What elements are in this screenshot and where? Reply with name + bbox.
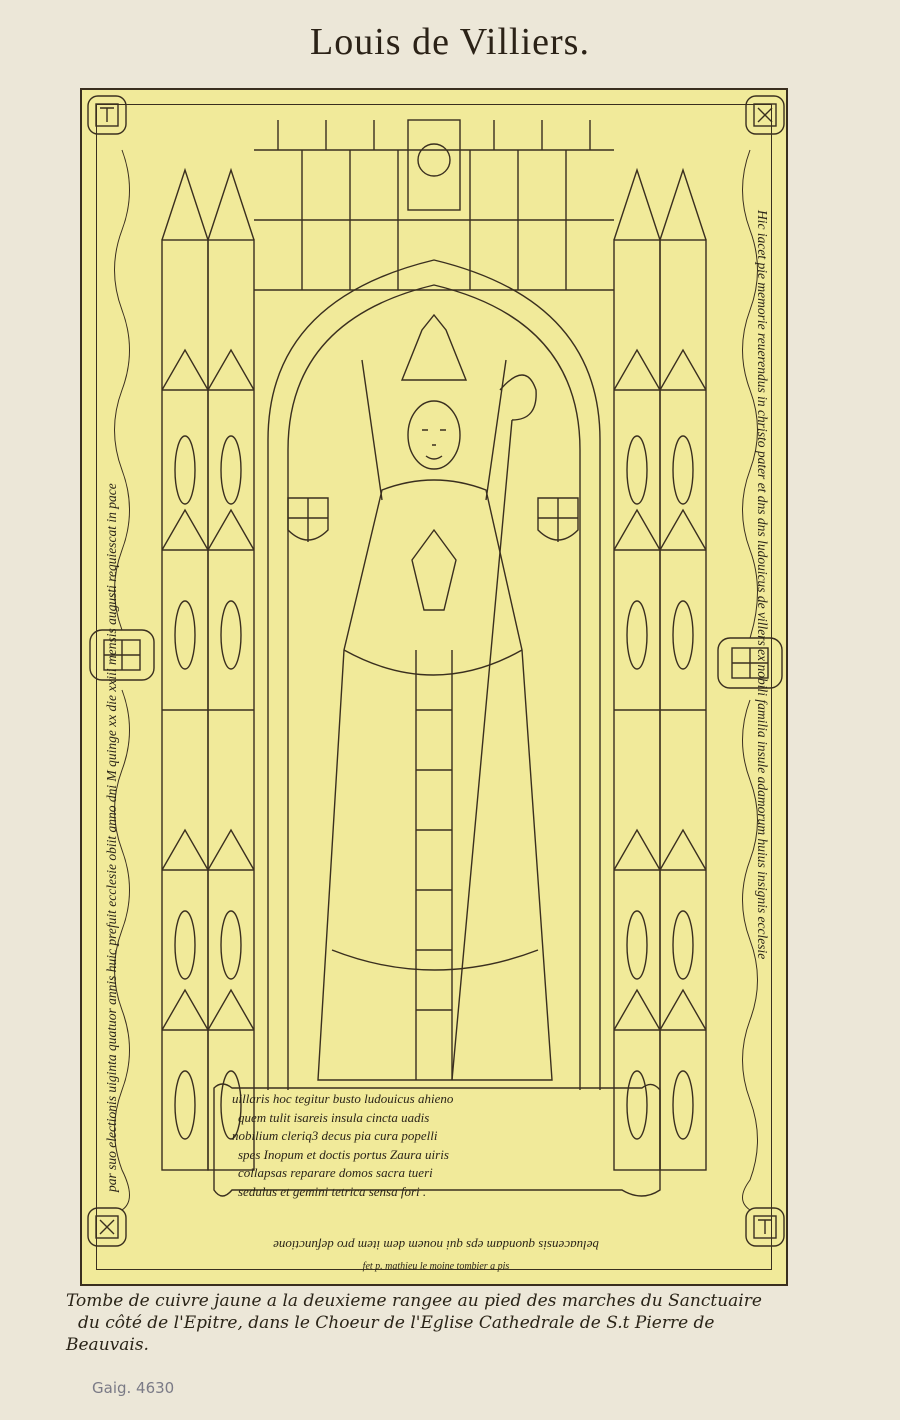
scroll-line: sedulus et gemini tetrica sensa fori . — [238, 1183, 427, 1199]
corner-medallion-top-left — [88, 96, 126, 134]
corner-medallion-bottom-right — [746, 1208, 784, 1246]
right-canopy-columns — [614, 170, 706, 1170]
border-inscription-bottom: beluacensis quondam eps qui nouem dem item pro defunctione — [273, 1238, 599, 1253]
side-medallion-right — [718, 638, 782, 688]
shelfmark: Gaig. 4630 — [92, 1379, 175, 1397]
page-title: Louis de Villiers. — [310, 21, 590, 63]
border-inscription-left: par suo electionis uiginta quatuor annis huic prefuit ecclesie obiit anno dni M quinge xx die xxiii mensis augusti requiescat in pace — [104, 483, 119, 1192]
side-medallion-left — [90, 630, 154, 680]
corner-medallion-bottom-left — [88, 1208, 126, 1246]
caption — [66, 1290, 866, 1356]
border-inscription-right: Hic iacet pie memorie reuerendus in christo pater et dns dns ludouicus de villers ex nobili familia insule adamorum huius insignis ecclesie — [755, 210, 770, 960]
caption-line: Beauvais. — [66, 1335, 149, 1355]
scroll-line: spes Inopum et doctis portus Zaura uiris — [238, 1146, 449, 1162]
bishop-figure — [318, 315, 552, 1080]
scroll-line: uillaris hoc tegitur busto ludouicus ahieno — [232, 1091, 454, 1106]
scroll-inscription — [232, 1090, 482, 1201]
scroll-line: collapsas reparare domos sacra tueri — [238, 1165, 433, 1180]
vine-border — [115, 150, 758, 1210]
scroll-line: quem tulit isareis insula cincta uadis — [238, 1109, 430, 1125]
scroll-line: nobilium cleriq3 decus pia cura popelli — [232, 1128, 438, 1143]
brass-plate-engraving — [80, 88, 788, 1286]
caption-line: Tombe de cuivre jaune a la deuxieme rangee au pied des marches du Sanctuaire — [66, 1291, 762, 1311]
caption-line: du côté de l'Epitre, dans le Choeur de l'Eglise Cathedrale de S.t Pierre de — [78, 1313, 715, 1333]
corner-medallion-top-right — [746, 96, 784, 134]
heraldic-shield-left — [288, 498, 328, 542]
left-canopy-columns — [162, 170, 254, 1170]
heraldic-shield-right — [538, 498, 578, 542]
engraver-credit: fet p. mathieu le moine tombier a pis — [362, 1261, 510, 1272]
top-canopy — [254, 120, 614, 290]
